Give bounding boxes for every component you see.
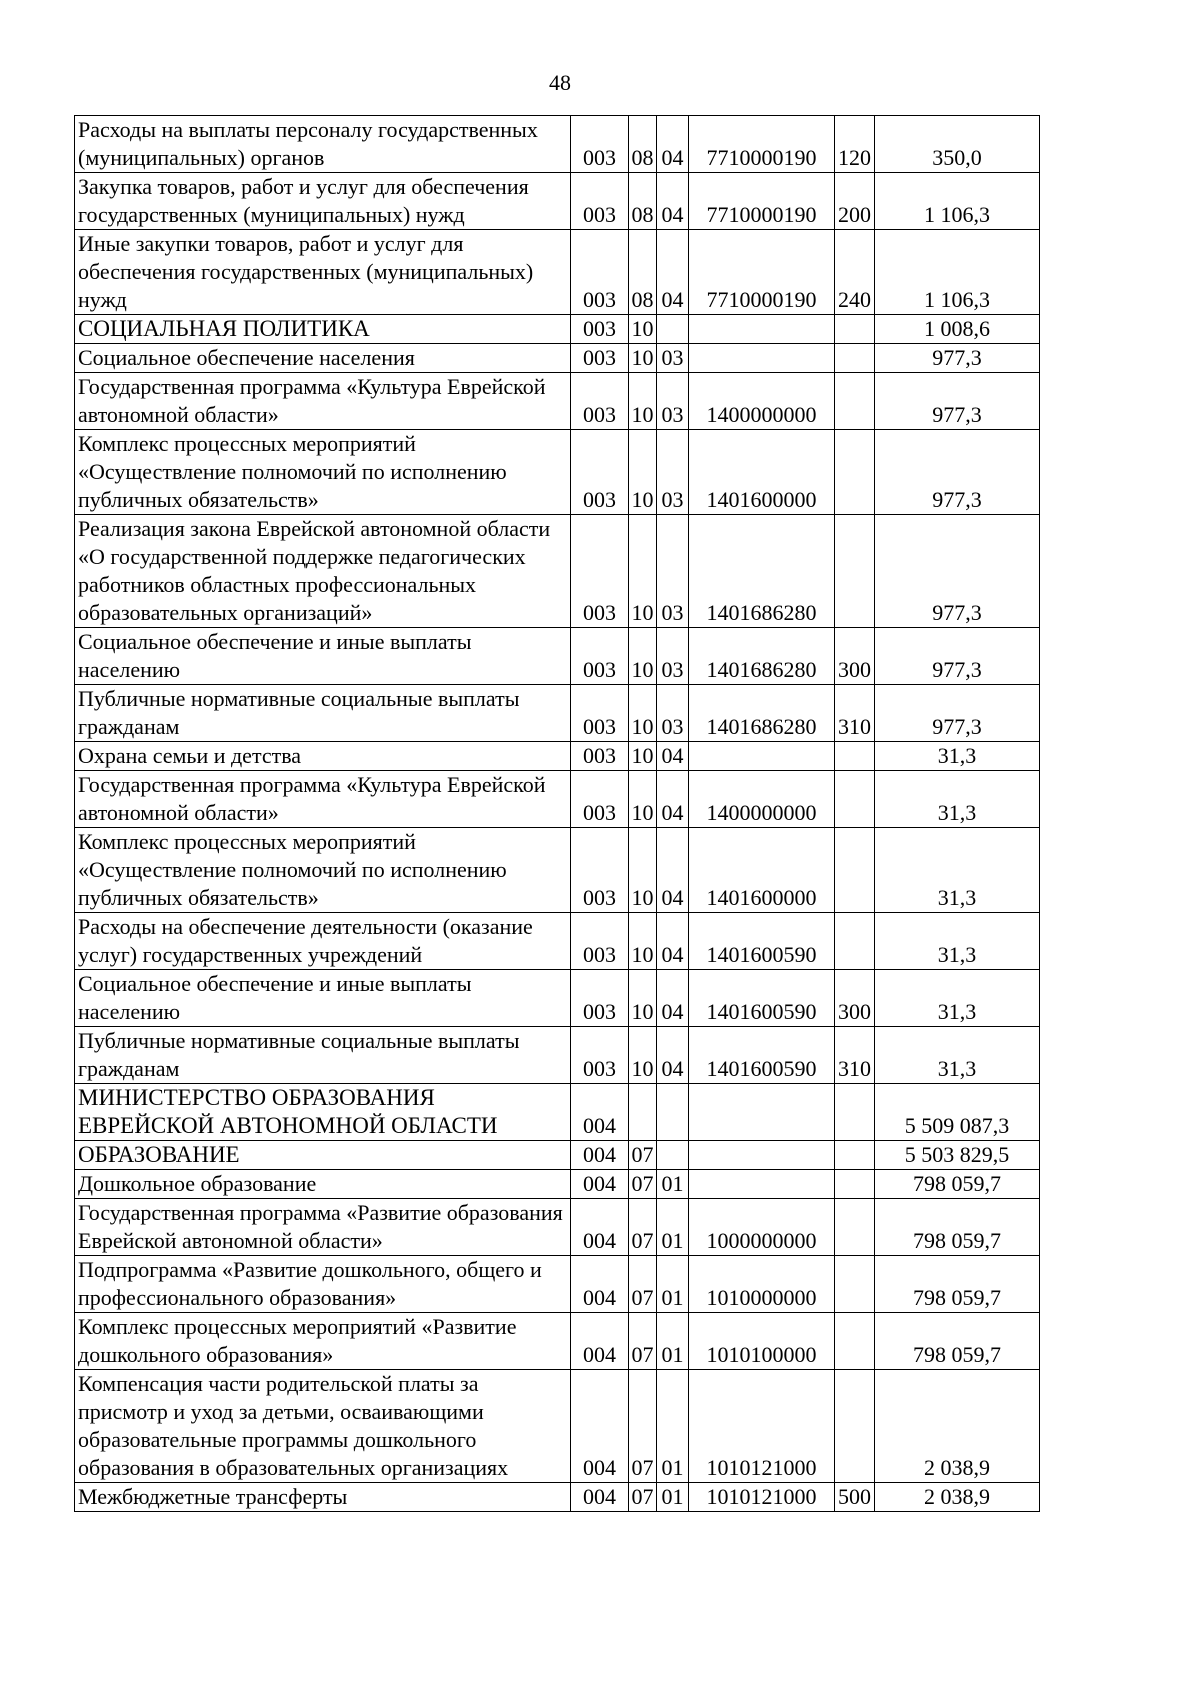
row-name: Социальное обеспечение и иные выплаты населению (75, 628, 571, 685)
ministry-code: 003 (571, 315, 629, 344)
section-code: 10 (629, 828, 657, 913)
amount: 798 059,7 (875, 1313, 1040, 1370)
expense-type-code (835, 1141, 875, 1170)
expense-type-code (835, 515, 875, 628)
subsection-code: 01 (657, 1170, 689, 1199)
expense-type-code (835, 1313, 875, 1370)
row-name: Государственная программа «Культура Еврейской автономной области» (75, 771, 571, 828)
row-name: Расходы на обеспечение деятельности (оказание услуг) государственных учреждений (75, 913, 571, 970)
amount: 350,0 (875, 116, 1040, 173)
expense-type-code: 240 (835, 230, 875, 315)
amount: 31,3 (875, 771, 1040, 828)
table-row (75, 173, 1040, 230)
table-row (75, 970, 1040, 1027)
amount: 1 008,6 (875, 315, 1040, 344)
ministry-code: 003 (571, 515, 629, 628)
table-row (75, 1084, 1040, 1141)
row-name: Комплекс процессных мероприятий «Осуществление полномочий по исполнению публичных обязательств» (75, 430, 571, 515)
table-row (75, 430, 1040, 515)
section-code: 10 (629, 628, 657, 685)
subsection-code: 01 (657, 1483, 689, 1512)
target-item-code (689, 1141, 835, 1170)
expense-type-code: 120 (835, 116, 875, 173)
target-item-code: 1401600590 (689, 1027, 835, 1084)
table-row (75, 771, 1040, 828)
section-code: 10 (629, 344, 657, 373)
target-item-code (689, 315, 835, 344)
expense-type-code (835, 913, 875, 970)
amount: 5 503 829,5 (875, 1141, 1040, 1170)
target-item-code: 1401600000 (689, 828, 835, 913)
section-code: 10 (629, 515, 657, 628)
ministry-code: 003 (571, 828, 629, 913)
row-name: Охрана семьи и детства (75, 742, 571, 771)
expense-type-code (835, 1084, 875, 1141)
amount: 2 038,9 (875, 1483, 1040, 1512)
ministry-code: 003 (571, 628, 629, 685)
target-item-code: 1401686280 (689, 628, 835, 685)
section-code: 08 (629, 230, 657, 315)
row-name: Комплекс процессных мероприятий «Развитие дошкольного образования» (75, 1313, 571, 1370)
ministry-code: 003 (571, 344, 629, 373)
table-row (75, 116, 1040, 173)
row-name: Компенсация части родительской платы за присмотр и уход за детьми, осваивающими образовательные программы дошкольного образования в образовательных организациях (75, 1370, 571, 1483)
ministry-code: 003 (571, 913, 629, 970)
page-number: 48 (549, 70, 571, 95)
subsection-code: 03 (657, 685, 689, 742)
section-code: 08 (629, 116, 657, 173)
row-name: Реализация закона Еврейской автономной области «О государственной поддержке педагогических работников областных профессиональных образовательных организаций» (75, 515, 571, 628)
subsection-code: 04 (657, 970, 689, 1027)
subsection-code: 04 (657, 116, 689, 173)
row-name: Государственная программа «Культура Еврейской автономной области» (75, 373, 571, 430)
expense-type-code: 500 (835, 1483, 875, 1512)
amount: 31,3 (875, 913, 1040, 970)
table-row (75, 230, 1040, 315)
target-item-code (689, 1084, 835, 1141)
target-item-code: 7710000190 (689, 173, 835, 230)
amount: 5 509 087,3 (875, 1084, 1040, 1141)
section-code: 07 (629, 1313, 657, 1370)
row-name: ОБРАЗОВАНИЕ (75, 1141, 571, 1170)
expense-type-code (835, 1256, 875, 1313)
target-item-code: 1400000000 (689, 373, 835, 430)
amount: 798 059,7 (875, 1170, 1040, 1199)
row-name: Межбюджетные трансферты (75, 1483, 571, 1512)
section-code: 10 (629, 373, 657, 430)
ministry-code: 003 (571, 173, 629, 230)
expense-type-code: 300 (835, 970, 875, 1027)
subsection-code: 04 (657, 771, 689, 828)
subsection-code: 04 (657, 913, 689, 970)
subsection-code (657, 1141, 689, 1170)
table-row (75, 685, 1040, 742)
section-code: 10 (629, 771, 657, 828)
ministry-code: 004 (571, 1313, 629, 1370)
table-row (75, 913, 1040, 970)
ministry-code: 003 (571, 1027, 629, 1084)
subsection-code: 04 (657, 828, 689, 913)
row-name: Закупка товаров, работ и услуг для обеспечения государственных (муниципальных) нужд (75, 173, 571, 230)
table-row (75, 1027, 1040, 1084)
target-item-code (689, 1170, 835, 1199)
expense-type-code (835, 315, 875, 344)
expense-type-code (835, 742, 875, 771)
section-code: 10 (629, 742, 657, 771)
subsection-code: 03 (657, 515, 689, 628)
table-row (75, 344, 1040, 373)
amount: 1 106,3 (875, 173, 1040, 230)
subsection-code: 04 (657, 230, 689, 315)
table-row (75, 515, 1040, 628)
amount: 31,3 (875, 828, 1040, 913)
row-name: Расходы на выплаты персоналу государственных (муниципальных) органов (75, 116, 571, 173)
target-item-code: 1010100000 (689, 1313, 835, 1370)
target-item-code: 1010000000 (689, 1256, 835, 1313)
ministry-code: 004 (571, 1141, 629, 1170)
section-code: 07 (629, 1256, 657, 1313)
target-item-code: 1401686280 (689, 685, 835, 742)
subsection-code: 01 (657, 1199, 689, 1256)
subsection-code: 01 (657, 1256, 689, 1313)
target-item-code: 1401686280 (689, 515, 835, 628)
table-row (75, 1170, 1040, 1199)
row-name: Иные закупки товаров, работ и услуг для обеспечения государственных (муниципальных) нужд (75, 230, 571, 315)
row-name: Подпрограмма «Развитие дошкольного, общего и профессионального образования» (75, 1256, 571, 1313)
table-row (75, 1313, 1040, 1370)
table-row (75, 1256, 1040, 1313)
expense-type-code (835, 344, 875, 373)
section-code: 10 (629, 970, 657, 1027)
section-code: 10 (629, 913, 657, 970)
amount: 2 038,9 (875, 1370, 1040, 1483)
row-name: МИНИСТЕРСТВО ОБРАЗОВАНИЯ ЕВРЕЙСКОЙ АВТОНОМНОЙ ОБЛАСТИ (75, 1084, 571, 1141)
subsection-code (657, 1084, 689, 1141)
expense-type-code: 200 (835, 173, 875, 230)
target-item-code: 1010121000 (689, 1483, 835, 1512)
ministry-code: 003 (571, 430, 629, 515)
amount: 798 059,7 (875, 1199, 1040, 1256)
subsection-code: 01 (657, 1313, 689, 1370)
section-code: 07 (629, 1141, 657, 1170)
ministry-code: 003 (571, 970, 629, 1027)
section-code: 08 (629, 173, 657, 230)
ministry-code: 003 (571, 373, 629, 430)
subsection-code: 03 (657, 373, 689, 430)
table-row (75, 1370, 1040, 1483)
ministry-code: 004 (571, 1199, 629, 1256)
target-item-code: 1401600590 (689, 913, 835, 970)
row-name: Социальное обеспечение населения (75, 344, 571, 373)
table-row (75, 1141, 1040, 1170)
expense-type-code (835, 430, 875, 515)
section-code: 07 (629, 1170, 657, 1199)
expense-type-code (835, 1199, 875, 1256)
expense-type-code: 300 (835, 628, 875, 685)
subsection-code: 03 (657, 430, 689, 515)
amount: 977,3 (875, 685, 1040, 742)
table-row (75, 628, 1040, 685)
ministry-code: 003 (571, 230, 629, 315)
row-name: Государственная программа «Развитие образования Еврейской автономной области» (75, 1199, 571, 1256)
amount: 31,3 (875, 970, 1040, 1027)
subsection-code: 03 (657, 628, 689, 685)
table-row (75, 315, 1040, 344)
target-item-code: 1000000000 (689, 1199, 835, 1256)
target-item-code: 1401600590 (689, 970, 835, 1027)
amount: 977,3 (875, 373, 1040, 430)
section-code: 07 (629, 1483, 657, 1512)
amount: 31,3 (875, 742, 1040, 771)
subsection-code: 04 (657, 173, 689, 230)
expense-type-code (835, 771, 875, 828)
section-code: 10 (629, 315, 657, 344)
row-name: СОЦИАЛЬНАЯ ПОЛИТИКА (75, 315, 571, 344)
target-item-code: 7710000190 (689, 116, 835, 173)
amount: 977,3 (875, 344, 1040, 373)
section-code: 10 (629, 430, 657, 515)
subsection-code: 04 (657, 1027, 689, 1084)
amount: 798 059,7 (875, 1256, 1040, 1313)
row-name: Социальное обеспечение и иные выплаты населению (75, 970, 571, 1027)
ministry-code: 004 (571, 1084, 629, 1141)
expense-type-code (835, 828, 875, 913)
subsection-code: 04 (657, 742, 689, 771)
table-row (75, 828, 1040, 913)
expense-type-code (835, 1370, 875, 1483)
target-item-code: 1401600000 (689, 430, 835, 515)
ministry-code: 004 (571, 1483, 629, 1512)
table-row (75, 373, 1040, 430)
target-item-code (689, 344, 835, 373)
section-code: 10 (629, 1027, 657, 1084)
subsection-code (657, 315, 689, 344)
row-name: Публичные нормативные социальные выплаты гражданам (75, 1027, 571, 1084)
ministry-code: 004 (571, 1256, 629, 1313)
row-name: Комплекс процессных мероприятий «Осуществление полномочий по исполнению публичных обязательств» (75, 828, 571, 913)
expense-type-code: 310 (835, 685, 875, 742)
amount: 31,3 (875, 1027, 1040, 1084)
table-row (75, 1483, 1040, 1512)
expense-type-code (835, 373, 875, 430)
section-code: 07 (629, 1370, 657, 1483)
amount: 1 106,3 (875, 230, 1040, 315)
target-item-code: 1010121000 (689, 1370, 835, 1483)
table-row (75, 742, 1040, 771)
table-row (75, 1199, 1040, 1256)
row-name: Публичные нормативные социальные выплаты гражданам (75, 685, 571, 742)
ministry-code: 004 (571, 1370, 629, 1483)
target-item-code: 1400000000 (689, 771, 835, 828)
budget-table (74, 115, 1040, 1512)
amount: 977,3 (875, 515, 1040, 628)
subsection-code: 03 (657, 344, 689, 373)
amount: 977,3 (875, 430, 1040, 515)
section-code: 10 (629, 685, 657, 742)
target-item-code: 7710000190 (689, 230, 835, 315)
ministry-code: 003 (571, 685, 629, 742)
ministry-code: 004 (571, 1170, 629, 1199)
target-item-code (689, 742, 835, 771)
amount: 977,3 (875, 628, 1040, 685)
ministry-code: 003 (571, 771, 629, 828)
subsection-code: 01 (657, 1370, 689, 1483)
expense-type-code (835, 1170, 875, 1199)
row-name: Дошкольное образование (75, 1170, 571, 1199)
expense-type-code: 310 (835, 1027, 875, 1084)
ministry-code: 003 (571, 742, 629, 771)
section-code (629, 1084, 657, 1141)
section-code: 07 (629, 1199, 657, 1256)
ministry-code: 003 (571, 116, 629, 173)
